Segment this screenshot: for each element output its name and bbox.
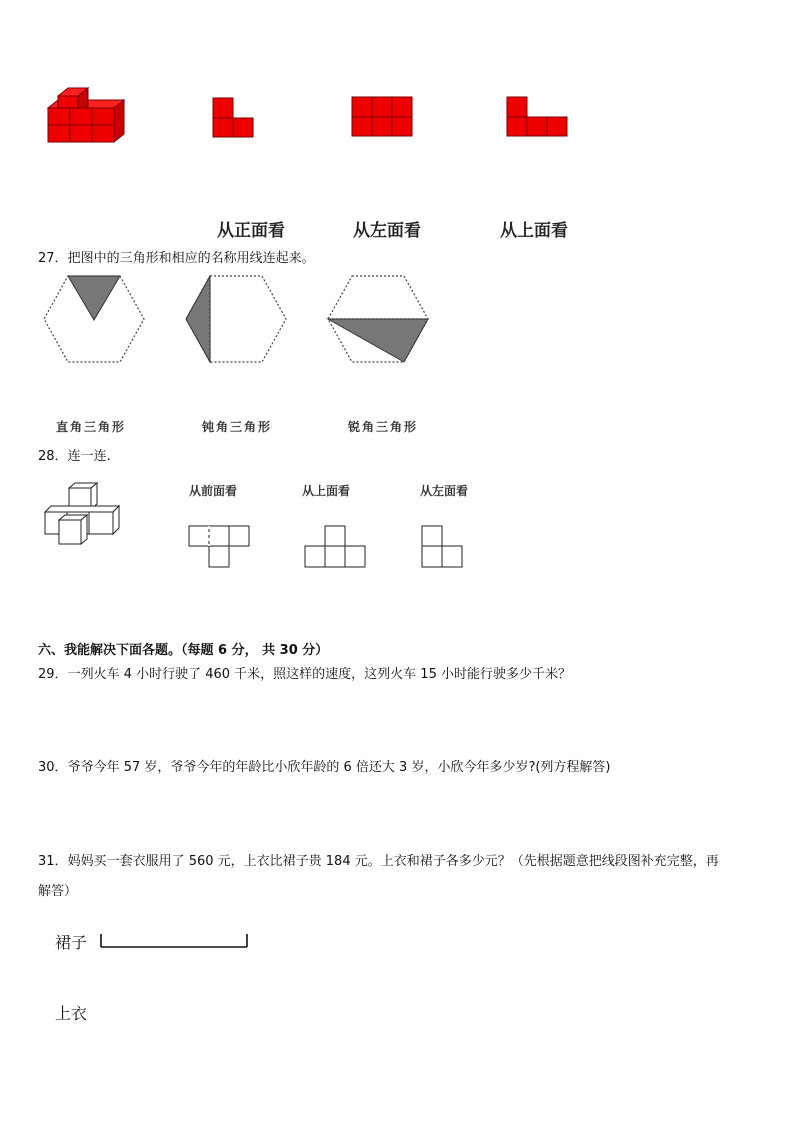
hexagon-triangle-3: [326, 274, 430, 364]
triangle-name-right: 直角三角形: [56, 420, 127, 434]
connect-label-front: 从前面看: [189, 484, 238, 498]
skirt-line-segment: [100, 933, 250, 951]
3d-cube-stack-figure: [40, 80, 130, 150]
question-29: 29．一列火车 4 小时行驶了 460 千米，照这样的速度，这列火车 15 小时能行驶多少千米？: [38, 667, 571, 682]
view-label-top: 从上面看: [500, 221, 568, 241]
view-outline-inverted-t: [304, 525, 366, 569]
triangle-name-acute: 锐角三角形: [348, 420, 419, 434]
question-27: 27．把图中的三角形和相应的名称用线连起来。: [38, 251, 315, 266]
hexagon-triangle-1: [42, 274, 146, 364]
view-outline-t-shape: [188, 525, 250, 569]
view-shape-b: [351, 96, 413, 138]
question-28: 28．连一连.: [38, 449, 111, 464]
view-label-left: 从左面看: [353, 221, 421, 241]
section-6-title: 六、我能解决下面各题。（每题 6 分， 共 30 分）: [38, 643, 329, 658]
view-label-front: 从正面看: [217, 221, 285, 241]
view-outline-l-shape: [421, 525, 465, 569]
triangle-name-obtuse: 钝角三角形: [202, 420, 273, 434]
cube-stack-outline-figure: [43, 482, 139, 548]
segment-label-top: 上衣: [55, 1004, 88, 1023]
connect-label-left: 从左面看: [420, 484, 469, 498]
connect-label-top: 从上面看: [302, 484, 351, 498]
question-30: 30．爷爷今年 57 岁，爷爷今年的年龄比小欣年龄的 6 倍还大 3 岁，小欣今年多少岁?(列方程解答): [38, 760, 611, 775]
segment-label-skirt: 裙子: [55, 933, 88, 952]
view-shape-c: [506, 96, 568, 138]
question-31-line1: 31．妈妈买一套衣服用了 560 元，上衣比裙子贵 184 元。上衣和裙子各多少元？（先根据题意把线段图补充完整，再: [38, 854, 719, 869]
question-31-line2: 解答）: [38, 884, 78, 899]
hexagon-triangle-2: [184, 274, 288, 364]
view-shape-a: [212, 97, 256, 139]
